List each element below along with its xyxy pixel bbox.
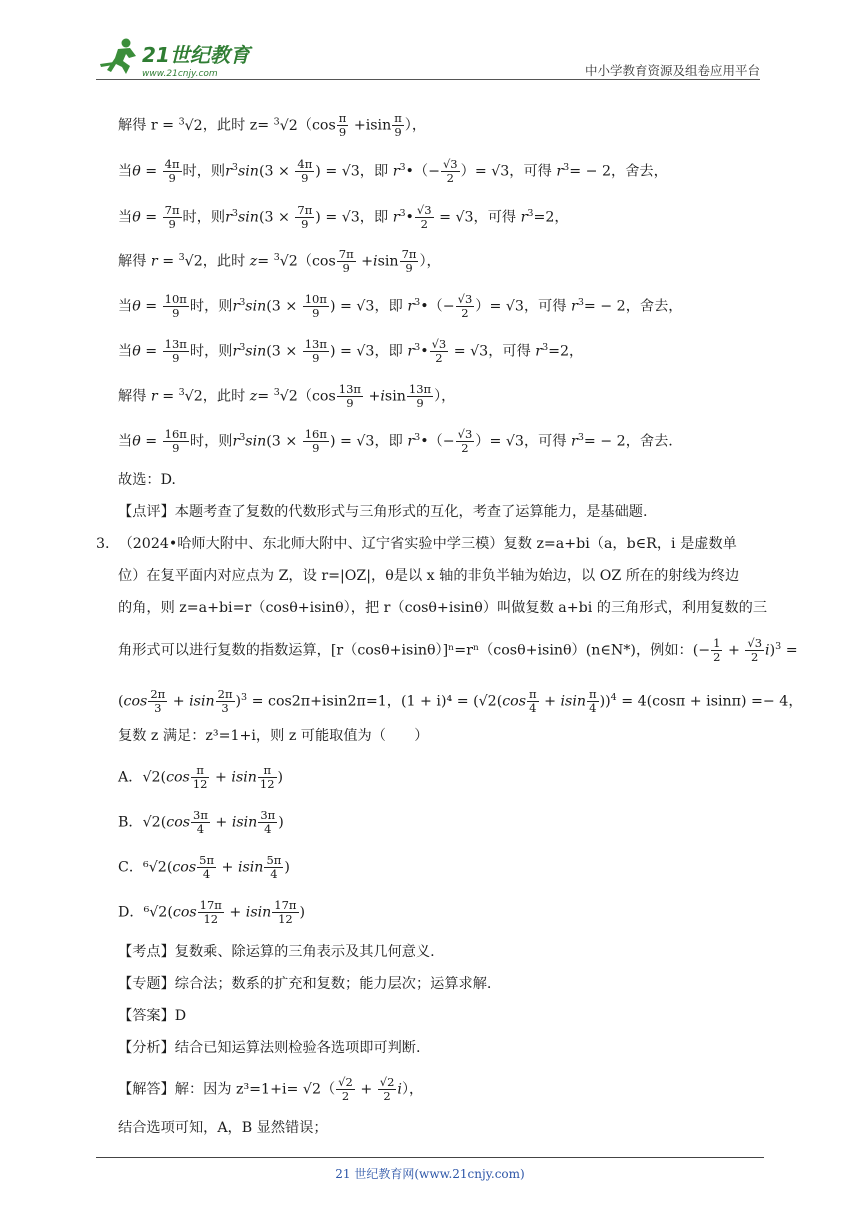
comment-line: 【点评】本题考查了复数的代数形式与三角形式的互化，考查了运算能力，是基础题. [118,504,648,520]
platform-name: 中小学教育资源及组卷应用平台 [584,63,760,78]
case-16pi-9: 当θ = $\frac{16\pi}{9}$ 时，则$r^3\sin(3$ × $\frac{16\pi}{9}$ ) = √3，即 $r^3•(-$ $\frac{√3}{2}$ ）= √3，可得 $r^3= - 2$，舍去. [118,427,673,456]
option-b[interactable]: B．√2(cos $\frac{3\pi}{4}$ + isin $\frac{3\pi}{4}$ ) [118,808,284,836]
choose-line: 故选：D. [118,472,176,488]
question-3-line-6: 复数 z 满足：z³=1+i，则 z 可能取值为（ ） [118,728,429,744]
svg-text:www.21cnjy.com: www.21cnjy.com [142,69,218,79]
fenxi-line: 【分析】结合已知运算法则检验各选项即可判断. [118,1040,421,1056]
page-header [96,28,760,80]
answer-line: 【答案】D [118,1008,187,1024]
case-10pi-9: 当θ = $\frac{10\pi}{9}$ 时，则$r^3\sin(3$ × $\frac{10\pi}{9}$ ) = √3，即 $r^3•(-$ $\frac{√3}{2}$ ）= √3，可得 $r^3= - 2$，舍去， [118,292,683,321]
case-7pi-9: 当θ = $\frac{7\pi}{9}$ 时，则$r^3\sin(3$ × $\frac{7\pi}{9}$ ) = √3，即 $r^3•$ $\frac{√3}{2}$ = √3，可得 $r^3=2$， [118,203,569,232]
footer-divider [96,1157,764,1158]
kaodian-line: 【考点】复数乘、除运算的三角表示及其几何意义. [118,944,435,960]
conclusion-line: 结合选项可知，A，B 显然错误； [118,1120,328,1136]
question-3-line-1: 3. （2024•哈师大附中、东北师大附中、辽宁省实验中学三模）复数 z=a+bi（a，b∈R，i 是虚数单 [96,536,737,552]
question-3-line-2: 位）在复平面内对应点为 Z，设 r=|OZ|，θ是以 x 轴的非负半轴为始边，以 OZ 所在的射线为终边 [118,568,740,584]
case-13pi-9: 当θ = $\frac{13\pi}{9}$ 时，则$r^3\sin(3$ × $\frac{13\pi}{9}$ ) = √3，即 $r^3•$ $\frac{√3}{2}$ = √3，可得 $r^3=2$， [118,337,584,366]
jieda-line: 【解答】解：因为 z³=1+i= √2（ $\frac{√2}{2}$ + $\frac{√2}{2}$ i）， [118,1075,424,1103]
site-logo [96,34,256,80]
option-d[interactable]: D．⁶√2(cos $\frac{17\pi}{12}$ + isin $\frac{17\pi}{12}$ ) [118,898,306,926]
header-divider [96,79,760,80]
solve-line-2: 解得 r = $^3$√2，此时 z= $^3$√2（cos $\frac{7\pi}{9}$ +isin $\frac{7\pi}{9}$ ）， [118,247,441,276]
footer-link[interactable]: 21 世纪教育网(www.21cnjy.com) [335,1167,525,1181]
question-3-line-5: (cos $\frac{2\pi}{3}$ + isin $\frac{2\pi}{3}$ )$^3$ = cos2π+isin2π=1，(1 + i)⁴ = (√2(cos $\frac{\pi}{4}$ + isin $\frac{\pi}{4}$ ))$^4$ = 4(cosπ + isinπ) =− 4， [118,687,803,716]
question-3-line-4: 角形式可以进行复数的指数运算，[r（cosθ+isinθ）]ⁿ=rⁿ（cosθ+isinθ）(n∈N*)，例如：(− $\frac{1}{2}$ + $\frac{√3}{2}$ i)$^3$ = [118,636,798,665]
solve-line-1: 解得 r = $^3$√2，此时 z= $^3$√2（cos $\frac{\pi}{9}$ +isin $\frac{\pi}{9}$ ）， [118,111,427,140]
case-4pi-9: 当θ = $\frac{4\pi}{9}$ 时，则$r^3\sin(3$ × $\frac{4\pi}{9}$ ) = √3，即 $r^3•(-$ $\frac{√3}{2}$ ）= √3，可得 $r^3= - 2$，舍去， [118,157,668,186]
solve-line-3: 解得 r = $^3$√2，此时 z= $^3$√2（cos $\frac{13\pi}{9}$ +isin $\frac{13\pi}{9}$ ）， [118,382,456,411]
option-a[interactable]: A．√2(cos $\frac{\pi}{12}$ + isin $\frac{\pi}{12}$ ) [118,763,284,791]
zhuanti-line: 【专题】综合法；数系的扩充和复数；能力层次；运算求解. [118,976,492,992]
question-3-line-3: 的角，则 z=a+bi=r（cosθ+isinθ），把 r（cosθ+isinθ）叫做复数 a+bi 的三角形式，利用复数的三 [118,600,768,616]
option-c[interactable]: C．⁶√2(cos $\frac{5\pi}{4}$ + isin $\frac{5\pi}{4}$ ) [118,853,290,881]
svg-text:21世纪教育: 21世纪教育 [142,43,250,67]
